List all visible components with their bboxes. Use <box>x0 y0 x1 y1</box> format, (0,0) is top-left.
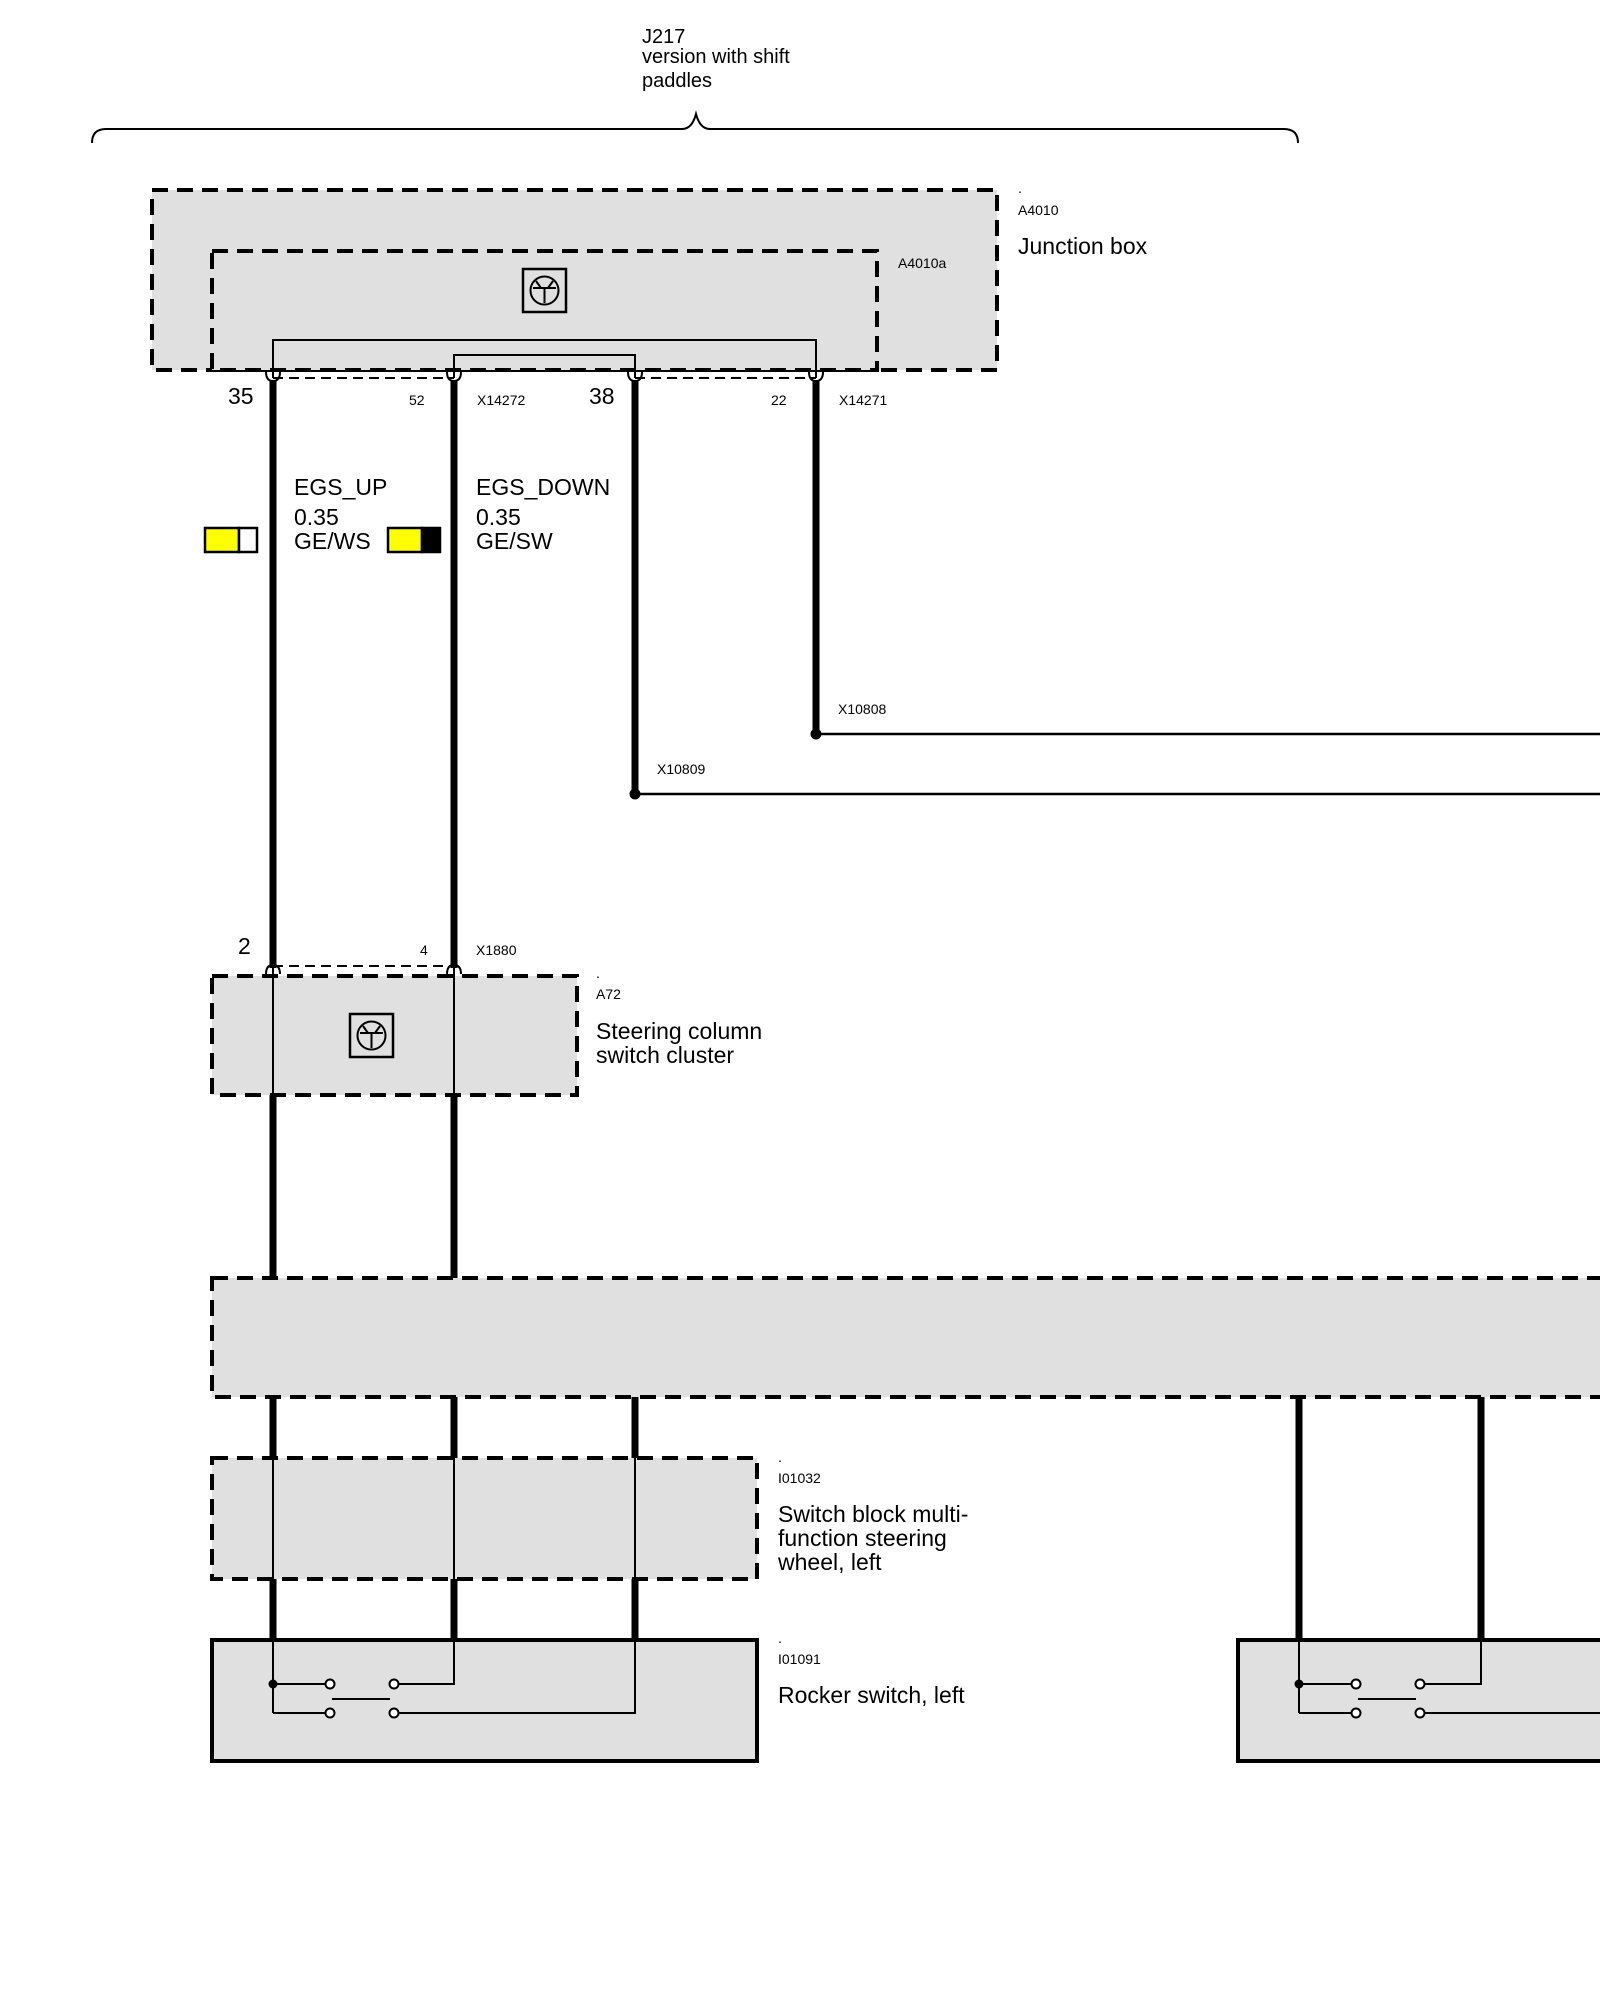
pin-22: 22 <box>771 392 787 408</box>
wire-down-color-code: GE/SW <box>476 528 553 554</box>
rocker-switch-left <box>212 1640 757 1761</box>
junction-box-sub-id: A4010a <box>898 255 947 271</box>
pin-2: 2 <box>238 933 251 959</box>
wire-up-signal: EGS_UP <box>294 474 388 500</box>
steering-cluster-name-line2: switch cluster <box>596 1042 735 1068</box>
steering-cluster-id: A72 <box>596 986 621 1002</box>
wire-up-gauge: 0.35 <box>294 504 339 530</box>
rocker-switch-id: I01091 <box>778 1651 821 1667</box>
connector-x1880: X1880 <box>476 942 517 958</box>
steering-column-switch-cluster <box>212 976 577 1095</box>
connector-x10809: X10809 <box>657 761 706 777</box>
steering-cluster-name-line1: Steering column <box>596 1018 763 1044</box>
wire-down-color-swatch <box>388 528 440 552</box>
pin-4: 4 <box>420 942 428 958</box>
steering-cluster-dot: . <box>596 965 600 981</box>
rocker-switch-dot: . <box>778 1630 782 1646</box>
switch-block-mfsw-left <box>212 1458 757 1579</box>
switch-block-name-line1: Switch block multi- <box>778 1501 969 1527</box>
pin-52: 52 <box>409 392 425 408</box>
header-desc-line1: version with shift <box>642 46 790 68</box>
pin-38: 38 <box>589 383 615 409</box>
rocker-switch-name: Rocker switch, left <box>778 1682 965 1708</box>
connector-x14271: X14271 <box>839 392 888 408</box>
junction-box-id: A4010 <box>1018 202 1059 218</box>
switch-block-name-line3: wheel, left <box>778 1549 882 1575</box>
connector-x14272: X14272 <box>477 392 526 408</box>
pin-cups-top <box>266 372 823 381</box>
switch-block-dot: . <box>778 1449 782 1465</box>
rocker-switch-right <box>1238 1640 1600 1761</box>
switch-block-id: I01032 <box>778 1470 821 1486</box>
wire-up-color-code: GE/WS <box>294 528 371 554</box>
junction-box-name: Junction box <box>1018 233 1148 259</box>
wire-down-gauge: 0.35 <box>476 504 521 530</box>
header-desc-line2: paddles <box>642 70 713 92</box>
header-code: J217 <box>642 26 686 48</box>
junction-box-dot: . <box>1018 180 1022 196</box>
switch-block-name-line2: function steering <box>778 1525 947 1551</box>
wire-down-signal: EGS_DOWN <box>476 474 611 500</box>
wire-up-color-swatch <box>205 528 257 552</box>
pin-35: 35 <box>228 383 254 409</box>
steering-wheel-wiring-box <box>212 1278 1600 1397</box>
connector-x10808: X10808 <box>838 701 887 717</box>
header-brace <box>92 114 1298 143</box>
